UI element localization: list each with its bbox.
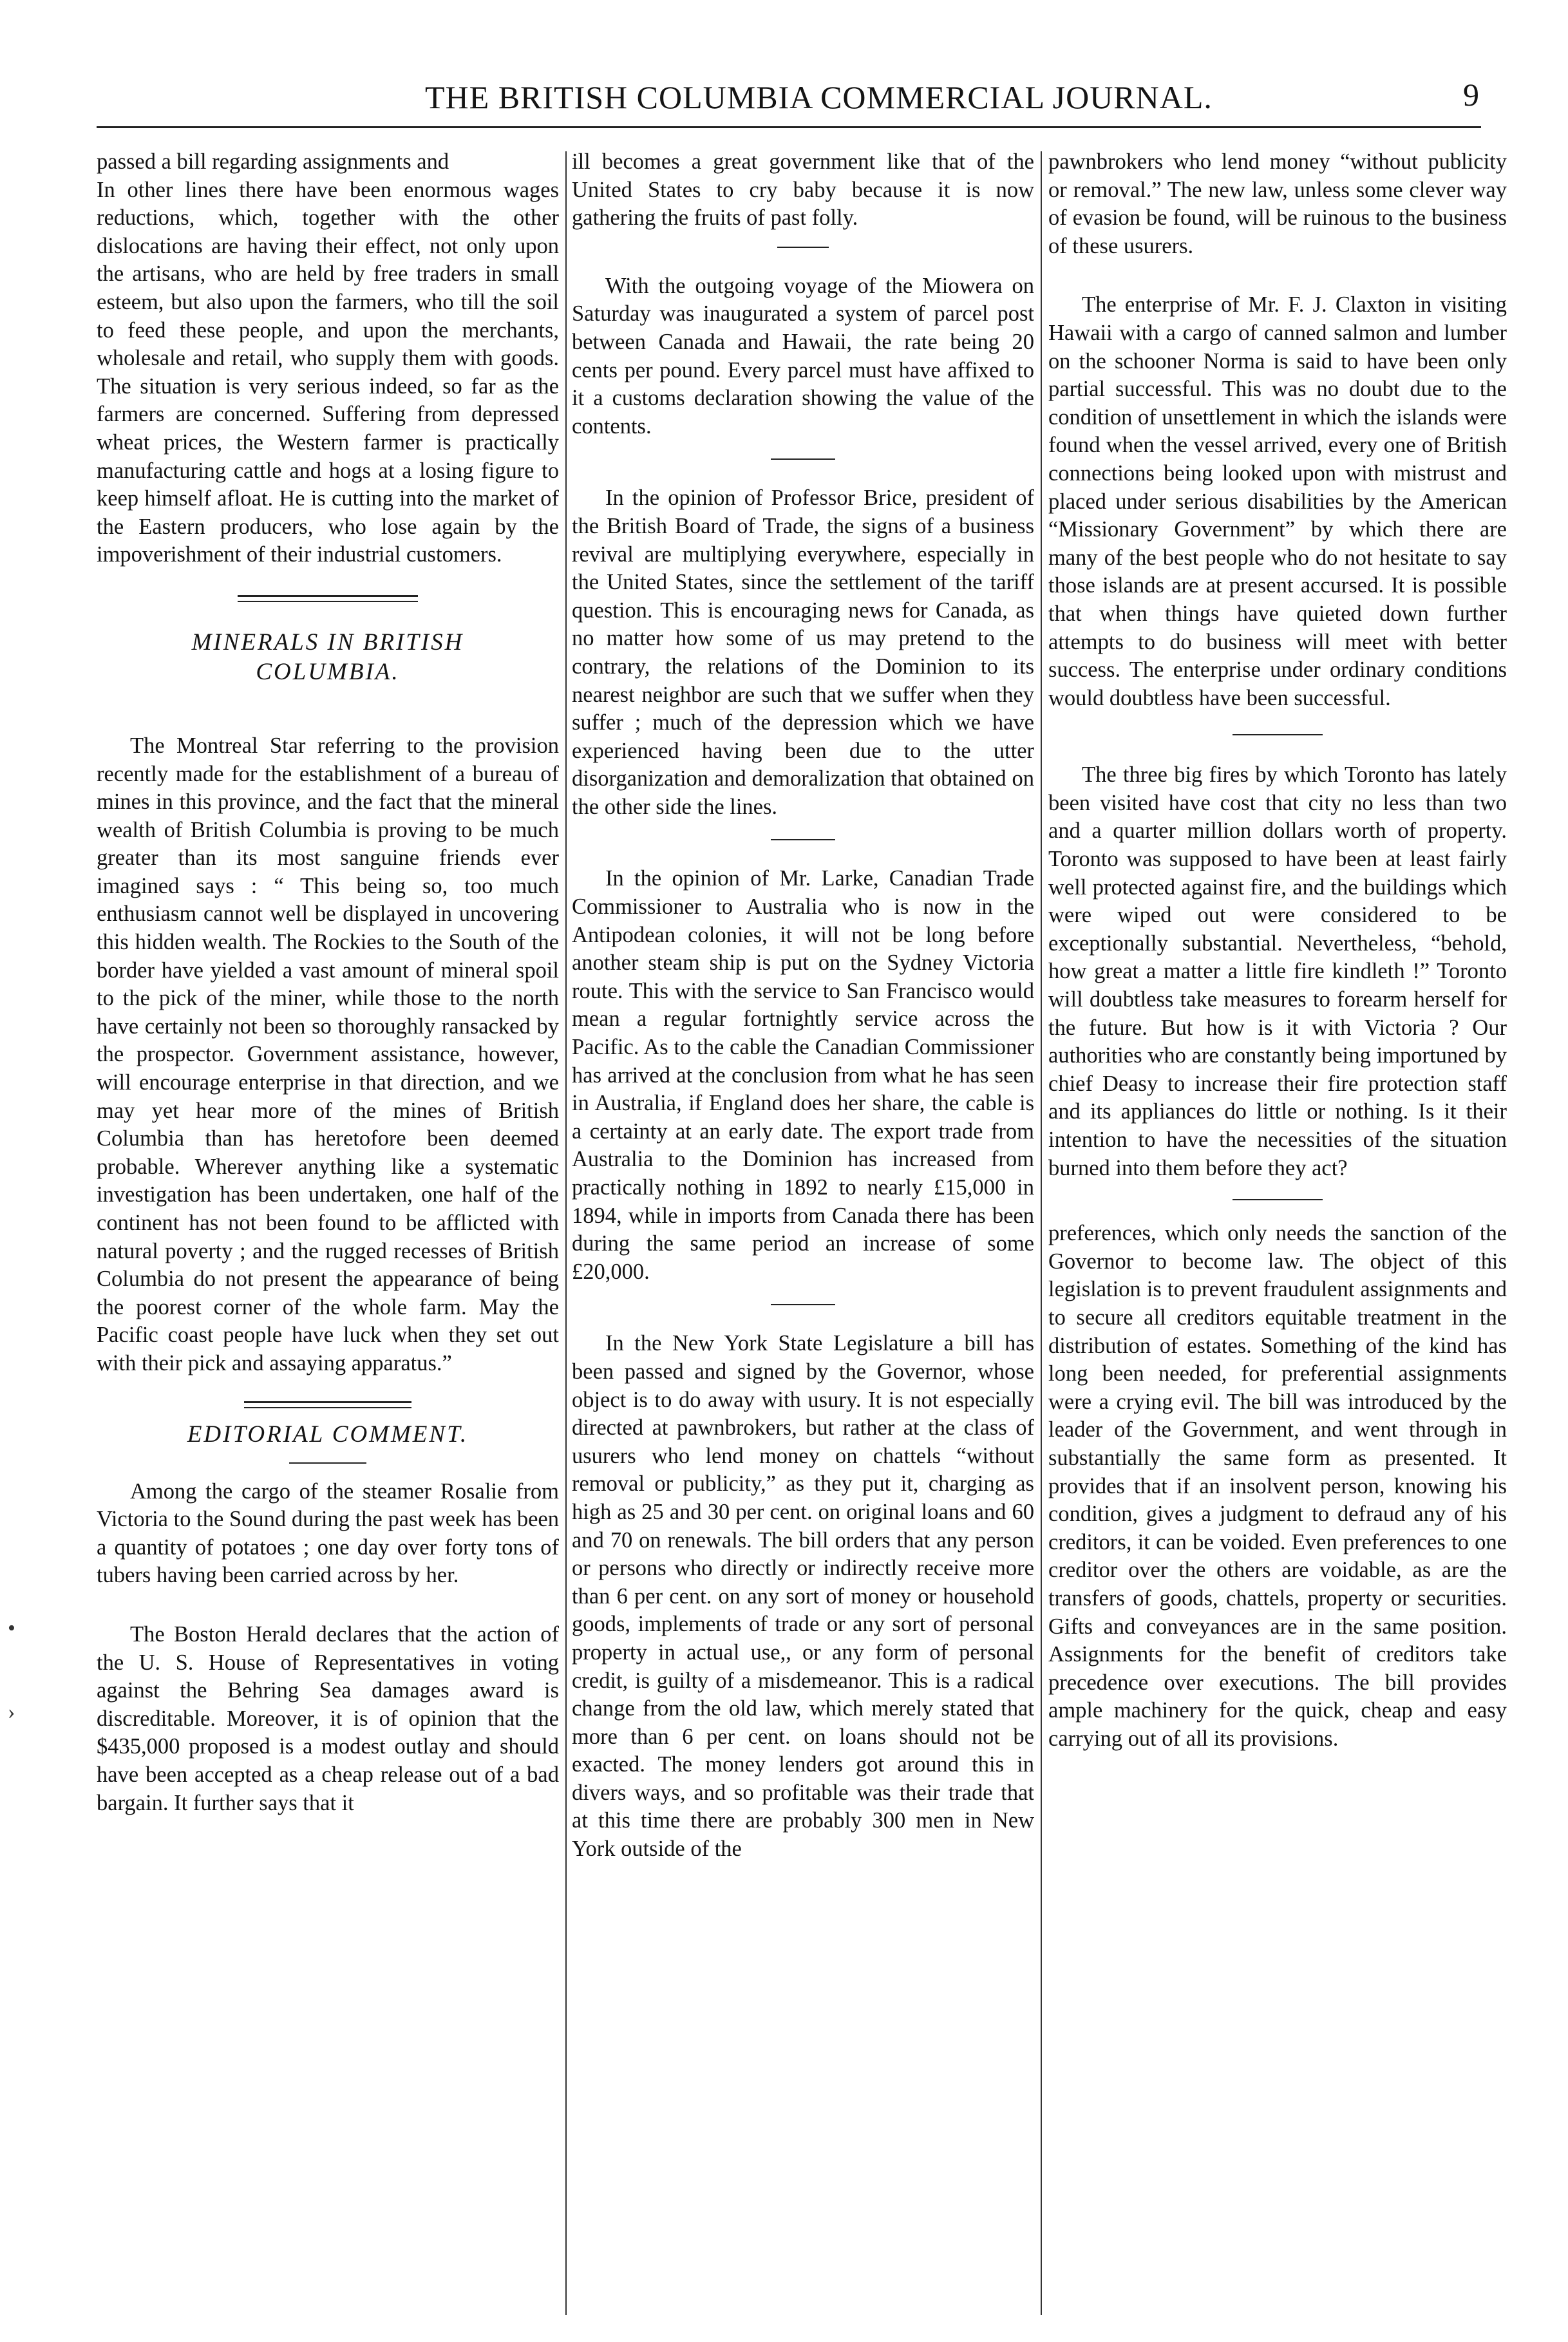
article-paragraph: With the outgoing voyage of the Miowera on Saturday was inaugurated a system of parcel post between Canada and Hawaii, the rate being 20 cents per pound. Every parcel must have affixed to it a customs declaration showing the value of the contents. <box>572 273 1034 439</box>
section-divider <box>244 1401 411 1408</box>
article-paragraph: In the New York State Legislature a bill has been passed and signed by the Governor, whose object is to do away with usury. It is not especially directed at pawnbrokers, but rather at the class of usurers who lend money on chattels “without removal or publicity,” as they put it, charging as high as 25 and 30 per cent. on original loans and 60 and 70 on renewals. The bill orders that any person or persons who directly or indirectly receive more than 6 per cent. on any sort of money or household goods, implements of trade or any sort of personal property in actual use,, or any form of personal credit, is guilty of a misdemeanor. This is a radical change from the old law, which merely stated that more than 6 per cent. on loans should not be exacted. The money lenders got around this in divers ways, and so profitable was their trade that at this time there are probably 300 men in New York outside of the <box>572 1331 1034 1862</box>
article-paragraph: In the opinion of Professor Brice, president of the British Board of Trade, the signs of a business revival are multiplying everywhere, especially in the United States, since the settlement of the tariff question. This is encouraging news for Canada, as no matter how some of us may pretend to the contrary, the relations of the Dominion to its nearest neighbor are such that we suffer when they suffer ; much of the depression which we have experienced having been due to the utter disorganization and demoralization that obtained on the other side the lines. <box>572 486 1034 819</box>
article-paragraph: In other lines there have been enormous wages reductions, which, together with the other dislocations are having their effect, not only upon the artisans, who are held by free traders in small esteem, but also upon the farmers, who till the soil to feed these people, and upon the merchants, wholesale and retail, who supply them with goods. The situation is very serious indeed, so far as the farmers are concerned. Suffering from depressed wheat prices, the Western farmer is practically manufacturing cattle and hogs at a losing figure to keep himself afloat. He is cutting into the market of the Eastern producers, who lose again by the impoverishment of their industrial customers. <box>97 177 559 567</box>
article-continuation: pawnbrokers who lend money “without publicity or removal.” The new law, unless some clever way of evasion be found, will be ruinous to the business of these usurers. <box>1048 149 1507 258</box>
article-continuation: passed a bill regarding assignments and <box>97 149 449 174</box>
column-2 <box>572 148 1034 1864</box>
article-paragraph: preferences, which only needs the sanction of the Governor to become law. The object of this legislation is to prevent fraudulent assignments and to secure all creditors equitable treatment in the distribution of estates. Something of the kind has long been needed, for preferential assignments were a crying evil. The bill was introduced by the leader of the Government, and went through in substantially the same form as presented. It provides that if an insolvent person, knowing his condition, gives a judgment to defraud any of his creditors, it can be voided. Even preferences to one creditor over the others are voidable, as are the transfers of goods, chattels, property or securities. Gifts and conveyances are in the same position. Assignments for the benefit of creditors take precedence over executions. The bill provides ample machinery for the quick, cheap and easy carrying out of all its provisions. <box>1048 1221 1507 1751</box>
item-divider <box>1233 1199 1323 1200</box>
article-paragraph: Among the cargo of the steamer Rosalie from Victoria to the Sound during the past week has been a quantity of potatoes ; one day over forty tons of tubers having been carried across by her. <box>97 1478 559 1588</box>
editorial-heading: EDITORIAL COMMENT. <box>187 1421 469 1448</box>
article-paragraph: The Montreal Star referring to the provision recently made for the establishment of a bureau of mines in this province, and the fact that the mineral wealth of British Columbia is proving to be much greater than its most sanguine friends ever imagined says : “ This being so, too much enthusiasm cannot well be displayed in uncovering this hidden wealth. The Rockies to the South of the border have yielded a vast amount of mineral spoil to the pick of the miner, while those to the north have certainly not been so thoroughly ransacked by the prospector. Government assistance, however, will encourage enterprise in that direction, and we may yet hear more of the mines of British Columbia than has heretofore been deemed probable. Wherever anything like a systematic investigation has been undertaken, one half of the continent has not been found to be afflicted with natural poverty ; and the rugged recesses of British Columbia do not present the appearance of being the poorest corner of the whole farm. May the Pacific coast people have luck when they set out with their pick and assaying apparatus.” <box>97 733 559 1375</box>
header-rule <box>97 126 1481 128</box>
item-divider <box>777 247 829 248</box>
column-1 <box>97 148 559 1817</box>
item-divider <box>1233 734 1323 735</box>
item-divider <box>771 839 835 840</box>
article-paragraph: The enterprise of Mr. F. J. Claxton in visiting Hawaii with a cargo of canned salmon and lumber on the schooner Norma is said to have been only partial successful. This was no doubt due to the condition of unsettlement in which the islands were found when the vessel arrived, every one of British connections being looked upon with mistrust and placed under serious disabilities by the American “Missionary Government” by which there are many of the best people who do not hesitate to say those islands are at present accursed. It is possible that when things have quieted down further attempts to do business will meet with better success. The enterprise under ordinary conditions would doubtless have been successful. <box>1048 292 1507 710</box>
column-3 <box>1048 148 1507 1753</box>
article-paragraph: The Boston Herald declares that the action of the U. S. House of Representatives in voting against the Behring Sea damages award is discreditable. Moreover, it is of opinion that the $435,000 proposed is a modest outlay and should have been accepted as a cheap release out of a bad bargain. It further says that it <box>97 1621 559 1815</box>
margin-mark: • <box>8 1616 15 1640</box>
article-continuation: ill becomes a great government like that of the United States to cry baby because it is now gathering the fruits of past folly. <box>572 149 1034 231</box>
margin-mark: › <box>8 1700 15 1724</box>
column-rule-right <box>1041 151 1042 2315</box>
heading-rule <box>289 1462 366 1464</box>
page-number: 9 <box>1463 77 1479 113</box>
article-paragraph: The three big fires by which Toronto has lately been visited have cost that city no less than two and a quarter million dollars worth of property. Toronto was supposed to have been at least fairly well protected against fire, and the buildings which were wiped out were considered to be exceptionally substantial. Nevertheless, “behold, how great a matter a little fire kindleth !” Toronto will doubtless take measures to forearm herself for the future. But how is it with Victoria ? Our authorities who are constantly being importuned by chief Deasy to increase their fire protection staff and its appliances do little or nothing. Is it their intention to have the necessities of the situation burned into them before they act? <box>1048 762 1507 1180</box>
journal-title: THE BRITISH COLUMBIA COMMERCIAL JOURNAL. <box>425 79 1213 115</box>
item-divider <box>771 1304 835 1305</box>
column-rule-left <box>565 151 567 2315</box>
article-paragraph: In the opinion of Mr. Larke, Canadian Trade Commissioner to Australia who is now in the Antipodean colonies, it will not be long before another steam ship is put on the Sydney Victoria route. This with the service to San Francisco would mean a regular fortnightly service across the Pacific. As to the cable the Canadian Commissioner has arrived at the conclusion from what he has seen in Australia, if England does her share, the cable is a certainty at an early date. The export trade from Australia to the Dominion has increased from practically nothing in 1892 to nearly £15,000 in 1894, while in imports from Canada there has been during the same period an increase of some £20,000. <box>572 866 1034 1284</box>
section-divider <box>238 595 418 602</box>
item-divider <box>771 458 835 460</box>
minerals-heading: MINERALS IN BRITISH COLUMBIA. <box>191 628 464 685</box>
